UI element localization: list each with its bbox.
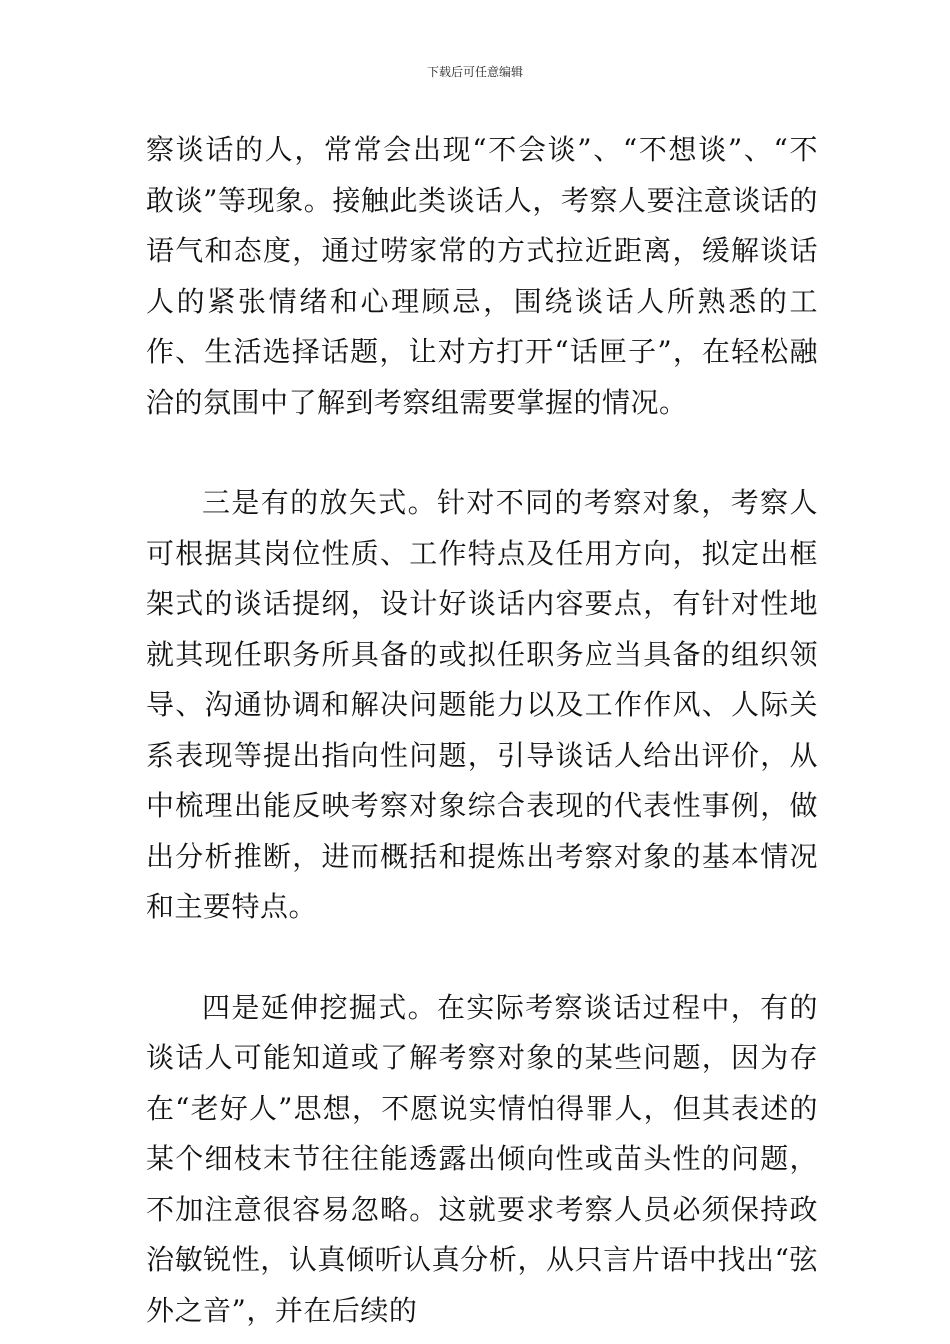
- document-body: [146, 125, 818, 1336]
- page-header-note: 下载后可任意编辑: [426, 65, 523, 79]
- paragraph-method-three: 三是有的放矢式。针对不同的考察对象，考察人可根据其岗位性质、工作特点及任用方向，拟定出框架式的谈话提纲，设计好谈话内容要点，有针对性地就其现任职务所具备的或拟任职务应当具备的组织领导、沟通协调和解决问题能力以及工作作风、人际关系表现等提出指向性问题，引导谈话人给出评价，从中梳理出能反映考察对象综合表现的代表性事例，做出分析推断，进而概括和提炼出考察对象的基本情况和主要特点。: [146, 486, 818, 923]
- paragraph-spacer: [146, 428, 818, 478]
- paragraph-spacer: [146, 933, 818, 983]
- paragraph-continuation: 察谈话的人，常常会出现“不会谈”、“不想谈”、“不敢谈”等现象。接触此类谈话人，考察人要注意谈话的语气和态度，通过唠家常的方式拉近距离，缓解谈话人的紧张情绪和心理顾忌，围绕谈话人所熟悉的工作、生活选择话题，让对方打开“话匣子”，在轻松融洽的氛围中了解到考察组需要掌握的情况。: [146, 133, 818, 419]
- paragraph-method-four: 四是延伸挖掘式。在实际考察谈话过程中，有的谈话人可能知道或了解考察对象的某些问题，因为存在“老好人”思想，不愿说实情怕得罪人，但其表述的某个细枝末节往往能透露出倾向性或苗头性的问题，不加注意很容易忽略。这就要求考察人员必须保持政治敏锐性，认真倾听认真分析，从只言片语中找出“弦外之音”，并在后续的: [146, 990, 818, 1327]
